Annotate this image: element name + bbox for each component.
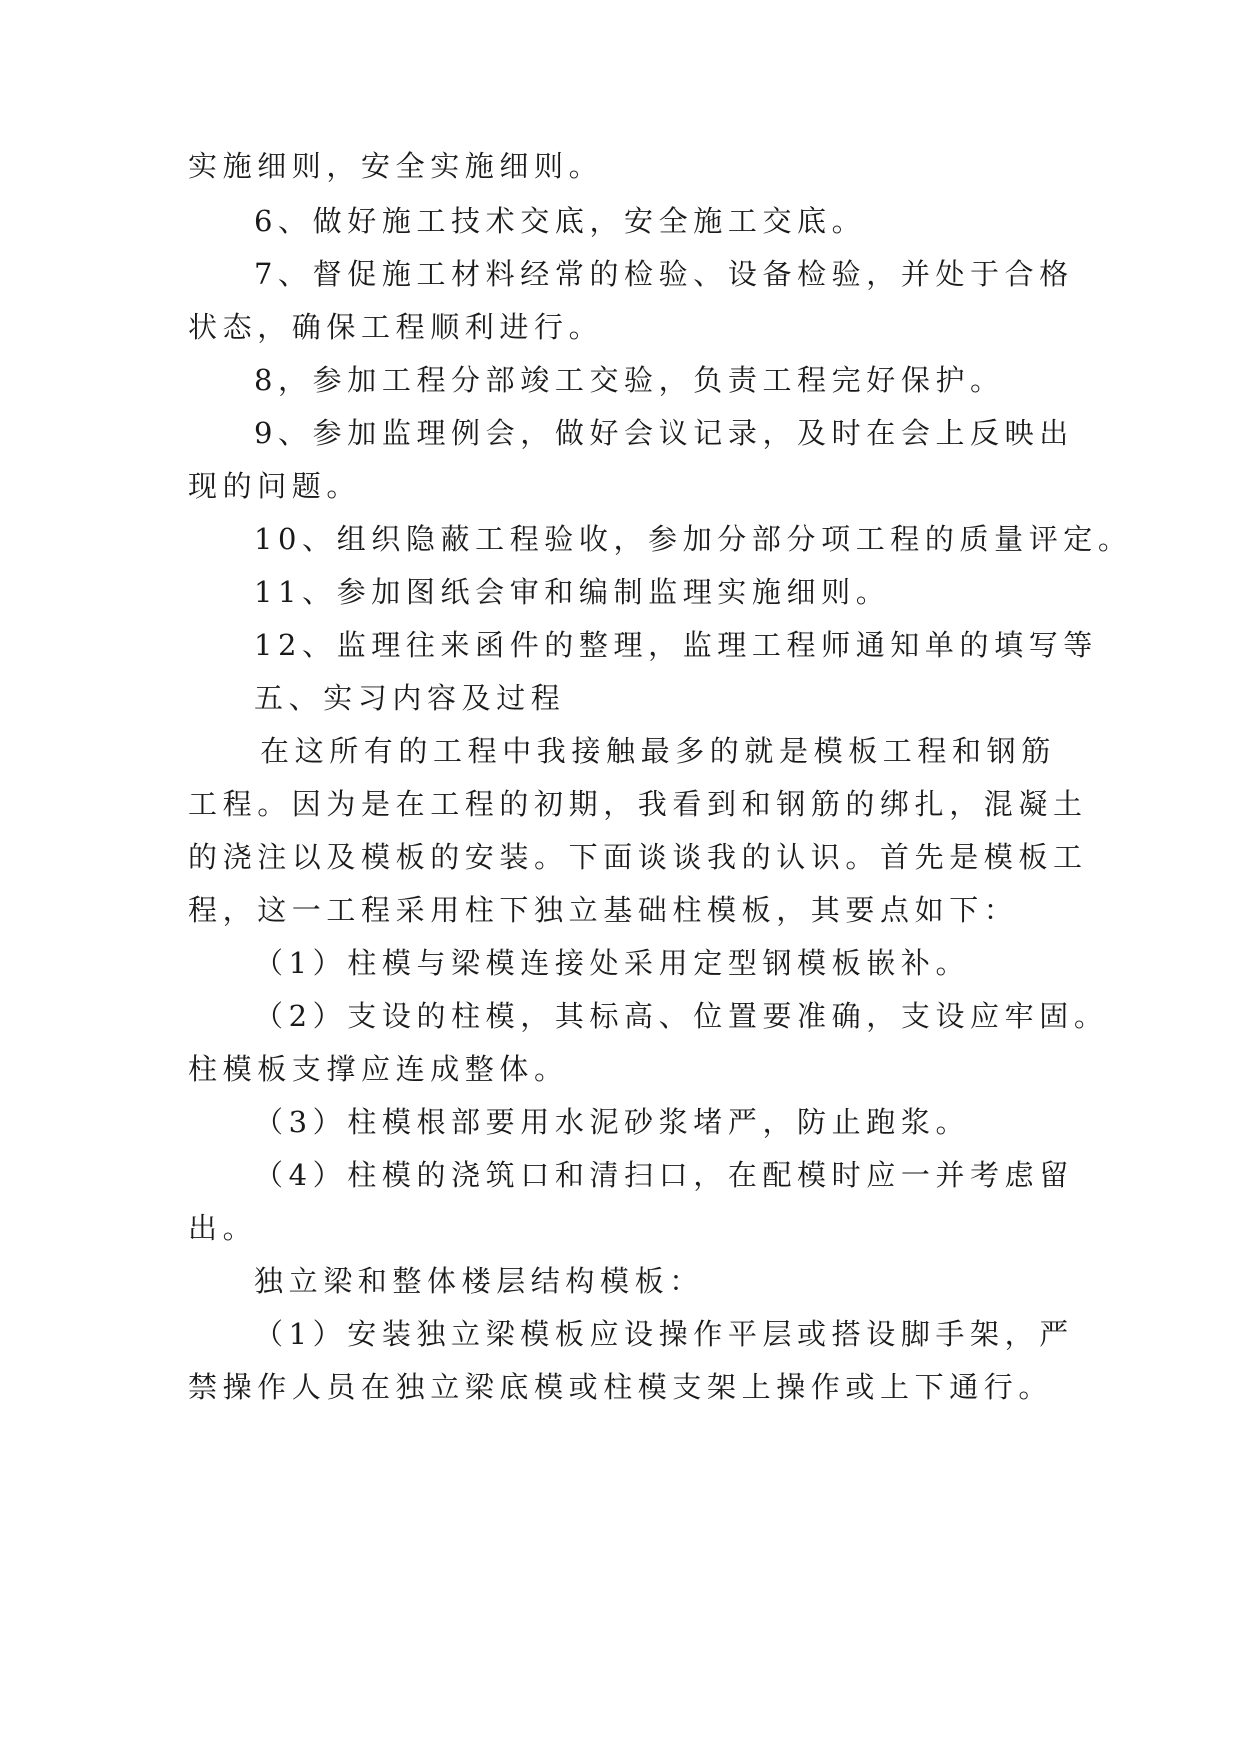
- subheading: 独立梁和整体楼层结构模板：: [254, 1264, 704, 1298]
- text-line: 禁操作人员在独立梁底模或柱模支架上操作或上下通行。: [188, 1370, 1054, 1404]
- text-line: 状态，确保工程顺利进行。: [188, 310, 604, 344]
- text-line: 实施细则，安全实施细则。: [188, 149, 604, 183]
- list-item: 9、参加监理例会，做好会议记录，及时在会上反映出: [254, 416, 1074, 450]
- paragraph-line: 工程。因为是在工程的初期，我看到和钢筋的绑扎，混凝土: [188, 787, 1088, 821]
- paragraph-line: 程，这一工程采用柱下独立基础柱模板，其要点如下：: [188, 893, 1019, 927]
- list-item: 8，参加工程分部竣工交验，负责工程完好保护。: [254, 363, 1005, 397]
- list-item: 7、督促施工材料经常的检验、设备检验，并处于合格: [254, 257, 1074, 291]
- list-item: 12、监理往来函件的整理，监理工程师通知单的填写等: [254, 628, 1098, 662]
- list-item: （4）柱模的浇筑口和清扫口，在配模时应一并考虑留: [254, 1158, 1074, 1192]
- list-item: （2）支设的柱模，其标高、位置要准确，支设应牢固。: [254, 999, 1109, 1033]
- text-line: 出。: [188, 1211, 258, 1245]
- list-item: （1）柱模与梁模连接处采用定型钢模板嵌补。: [254, 946, 971, 980]
- list-item: （1）安装独立梁模板应设操作平层或搭设脚手架，严: [254, 1317, 1074, 1351]
- list-item: （3）柱模根部要用水泥砂浆堵严，防止跑浆。: [254, 1105, 971, 1139]
- paragraph-line: 的浇注以及模板的安装。下面谈谈我的认识。首先是模板工: [188, 840, 1088, 874]
- text-line: 柱模板支撑应连成整体。: [188, 1052, 569, 1086]
- list-item: 10、组织隐蔽工程验收，参加分部分项工程的质量评定。: [254, 522, 1133, 556]
- paragraph-line: 在这所有的工程中我接触最多的就是模板工程和钢筋: [260, 734, 1056, 768]
- text-line: 现的问题。: [188, 469, 362, 503]
- section-heading: 五、实习内容及过程: [254, 681, 566, 715]
- list-item: 11、参加图纸会审和编制监理实施细则。: [254, 575, 891, 609]
- list-item: 6、做好施工技术交底，安全施工交底。: [254, 204, 867, 238]
